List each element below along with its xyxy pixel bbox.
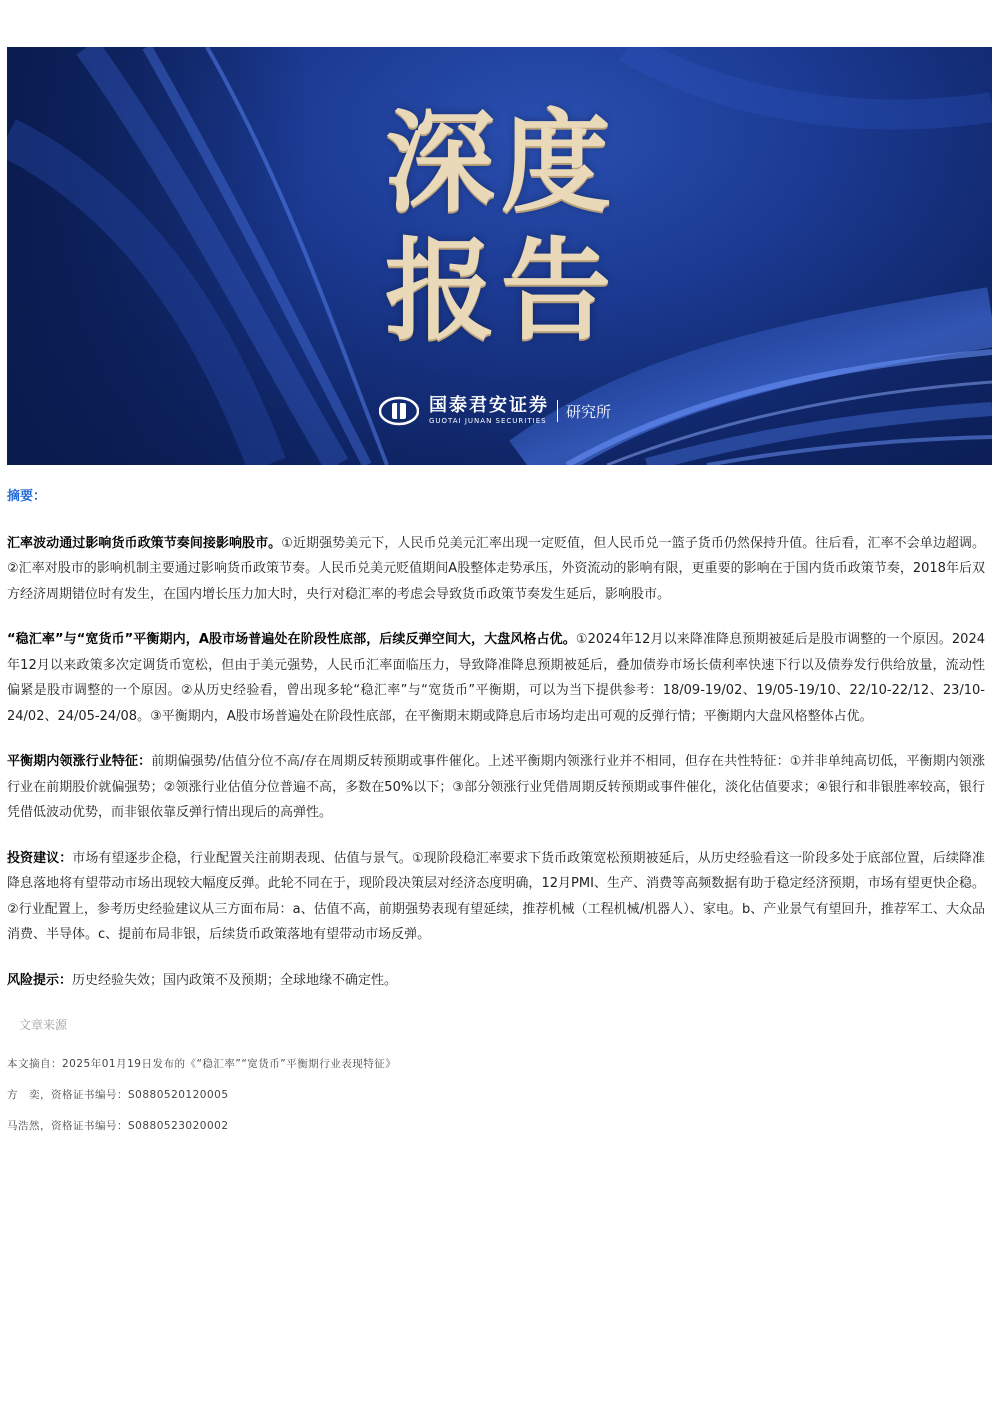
company-logo-icon <box>379 396 419 426</box>
banner-title: 深度 报告 <box>385 98 617 355</box>
report-banner <box>7 47 992 465</box>
brand-name-cn: 国泰君安证券 <box>429 395 549 416</box>
summary-label: 摘要： <box>7 489 47 504</box>
paragraph-body: ①近期强势美元下，人民币兑美元汇率出现一定贬值，但人民币兑一篮子货币仍然保持升值。往后看，汇率不会单边超调。②汇率对股市的影响机制主要通过影响货币政策节奏。人民币兑美元贬值期间A股整体走势承压，外资流动的影响有限，更重要的影响在于国内货币政策节奏，2018年后双方经济周期错位时有发生，在国内增长压力加大时，央行对稳汇率的考虑会导致货币政策节奏发生延后，影响股市。 <box>7 535 985 602</box>
paragraph-body: 前期偏强势/估值分位不高/存在周期反转预期或事件催化。上述平衡期内领涨行业并不相同，但存在共性特征：①并非单纯高切低，平衡期内领涨行业在前期股价就偏强势；②领涨行业估值分位普遍不高，多数在50%以下；③部分领涨行业凭借周期反转预期或事件催化，淡化估值要求；④银行和非银胜率较高，银行凭借低波动优势，而非银依靠反弹行情出现后的高弹性。 <box>7 754 985 820</box>
paragraph-lead: 平衡期内领涨行业特征： <box>7 754 152 769</box>
article-source-label: 文章来源 <box>19 1018 68 1032</box>
paragraph-balance-period <box>7 627 985 729</box>
brand-name-en: GUOTAI JUNAN SECURITIES <box>429 417 547 425</box>
analyst-credential: 马浩然，资格证书编号：S0880523020002 <box>7 1119 229 1132</box>
paragraph-body: 历史经验失效；国内政策不及预期；全球地缘不确定性。 <box>72 972 398 988</box>
paragraph-body: 市场有望逐步企稳，行业配置关注前期表现、估值与景气。①现阶段稳汇率要求下货币政策宽松预期被延后，从历史经验看这一阶段多处于底部位置，后续降准降息落地将有望带动市场出现较大幅度反弹。此轮不同在于，现阶段决策层对经济态度明确，12月PMI、生产、消费等高频数据有助于稳定经济预期，市场有望更快企稳。②行业配置上，参考历史经验建议从三方面布局：a、估值不高，前期强势表现有望延续，推荐机械（工程机械/机器人）、家电。b、产业景气有望回升，推荐军工、大众品消费、半导体。c、提前布局非银，后续货币政策落地有望带动市场反弹。 <box>7 850 985 942</box>
paragraph-lead: 风险提示： <box>7 972 73 988</box>
article-body <box>7 480 985 1150</box>
analyst-credential: 方 奕，资格证书编号：S0880520120005 <box>7 1088 229 1101</box>
brand-logo-block <box>379 393 611 429</box>
paragraph-lead: “稳汇率”与“宽货币”平衡期内，A股市场普遍处在阶段性底部，后续反弹空间大，大盘风格占优。 <box>7 632 576 647</box>
paragraph-lead: 投资建议： <box>7 850 73 866</box>
source-excerpt-note: 本文摘自：2025年01月19日发布的《“稳汇率”“宽货币”平衡期行业表现特征》 <box>7 1057 397 1070</box>
paragraph-lead: 汇率波动通过影响货币政策节奏间接影响股市。 <box>7 535 282 551</box>
paragraph-risk-warning <box>7 968 985 994</box>
paragraph-investment-advice <box>7 846 985 948</box>
paragraph-exchange-rate <box>7 531 985 608</box>
paragraph-body: ①2024年12月以来降准降息预期被延后是股市调整的一个原因。2024年12月以来政策多次定调货币宽松，但由于美元强势，人民币汇率面临压力，导致降准降息预期被延后，叠加债券市场长债利率快速下行以及债券发行供给放量，流动性偏紧是股市调整的一个原因。②从历史经验看，曾出现多轮“稳汇率”与“宽货币”平衡期，可以为当下提供参考：18/09-19/02、19/05-19/10、22/10-22/12、23/10-24/02、24/05-24/08。③平衡期内，A股市场普遍处在阶段性底部，在平衡期末期或降息后市场均走出可观的反弹行情；平衡期内大盘风格整体占优。 <box>7 632 985 724</box>
brand-divider <box>557 400 558 422</box>
paragraph-leading-industries <box>7 749 985 826</box>
brand-department: 研究所 <box>566 402 612 421</box>
